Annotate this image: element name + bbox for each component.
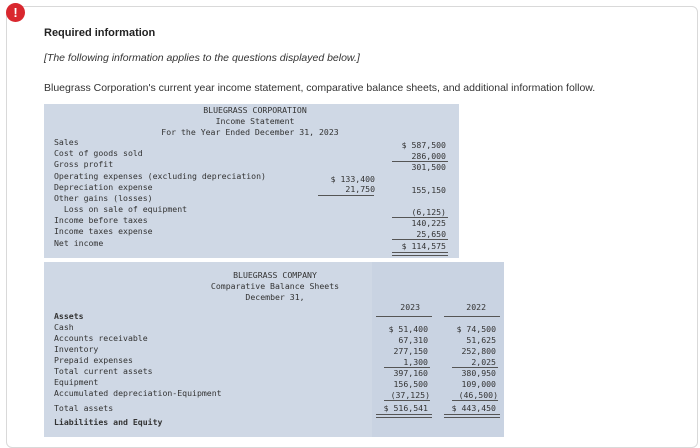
balance-row-2022: 380,950 <box>461 368 496 378</box>
income-row-label: Depreciation expense <box>54 182 153 192</box>
income-row-label: Operating expenses (excluding depreciation) <box>54 171 266 181</box>
double-underline <box>444 414 500 418</box>
underline <box>384 400 430 401</box>
balance-row-2023: $ 516,541 <box>383 403 428 413</box>
income-company-name: BLUEGRASS CORPORATION <box>203 105 307 115</box>
balance-row-2023: 67,310 <box>398 335 428 345</box>
balance-row-2023: $ 51,400 <box>388 324 428 334</box>
balance-row-2022: $ 443,450 <box>451 403 496 413</box>
balance-row-label: Cash <box>54 322 74 332</box>
balance-row-2023: 397,160 <box>393 368 428 378</box>
balance-row-2023: 1,300 <box>403 357 428 367</box>
underline <box>452 400 498 401</box>
instruction-note: [The following information applies to the questions displayed below.] <box>44 52 360 64</box>
income-row-label: Sales <box>54 137 79 147</box>
balance-row-label: Prepaid expenses <box>54 355 133 365</box>
balance-date: December 31, <box>245 292 305 302</box>
income-row-label: Loss on sale of equipment <box>54 204 188 214</box>
balance-row-label: Total assets <box>54 403 114 413</box>
balance-row-2022: $ 74,500 <box>456 324 496 334</box>
income-row-amount: 301,500 <box>411 162 446 172</box>
income-row-label: Income taxes expense <box>54 226 153 236</box>
income-row-amount: (6,125) <box>411 207 446 217</box>
income-statement-name: Income Statement <box>215 116 295 126</box>
income-period: For the Year Ended December 31, 2023 <box>161 127 339 137</box>
income-row-label: Gross profit <box>54 159 114 169</box>
income-row-amount: 140,225 <box>411 218 446 228</box>
income-row-inner-amount: $ 133,400 <box>330 174 375 184</box>
balance-row-2022: 252,800 <box>461 346 496 356</box>
balance-row-label: Equipment <box>54 377 99 387</box>
balance-row-2022: 2,025 <box>471 357 496 367</box>
balance-row-2023: 156,500 <box>393 379 428 389</box>
double-underline <box>376 414 432 418</box>
balance-row-2023: (37,125) <box>390 390 430 400</box>
income-row-amount: $ 587,500 <box>401 140 446 150</box>
balance-row-2022: 51,625 <box>466 335 496 345</box>
income-row-inner-amount: 21,750 <box>345 184 375 194</box>
income-row-label: Cost of goods sold <box>54 148 143 158</box>
header-underline <box>444 316 500 317</box>
income-row-label: Other gains (losses) <box>54 193 153 203</box>
problem-description: Bluegrass Corporation's current year income statement, comparative balance sheets, and additional information follow. <box>44 82 596 94</box>
balance-row-label: Total current assets <box>54 366 153 376</box>
alert-icon: ! <box>6 3 25 22</box>
section-heading-liabilities-equity: Liabilities and Equity <box>54 417 163 427</box>
required-information-title: Required information <box>44 27 156 39</box>
balance-row-label: Accounts receivable <box>54 333 148 343</box>
double-underline <box>392 252 448 256</box>
income-row-amount: 25,650 <box>416 229 446 239</box>
section-heading-assets: Assets <box>54 311 84 321</box>
income-row-amount: $ 114,575 <box>401 241 446 251</box>
income-row-amount: 155,150 <box>411 185 446 195</box>
header-underline <box>376 316 432 317</box>
income-row-amount: 286,000 <box>411 151 446 161</box>
column-header-2023: 2023 <box>400 302 420 312</box>
balance-row-2022: (46,500) <box>458 390 498 400</box>
balance-company-name: BLUEGRASS COMPANY <box>233 270 317 280</box>
income-row-label: Net income <box>54 238 104 248</box>
balance-row-2023: 277,150 <box>393 346 428 356</box>
income-row-label: Income before taxes <box>54 215 148 225</box>
balance-row-label: Accumulated depreciation-Equipment <box>54 388 222 398</box>
balance-statement-name: Comparative Balance Sheets <box>210 281 340 291</box>
balance-row-label: Inventory <box>54 344 99 354</box>
column-header-2022: 2022 <box>466 302 486 312</box>
underline <box>392 239 448 240</box>
underline <box>318 195 374 196</box>
balance-row-2022: 109,000 <box>461 379 496 389</box>
